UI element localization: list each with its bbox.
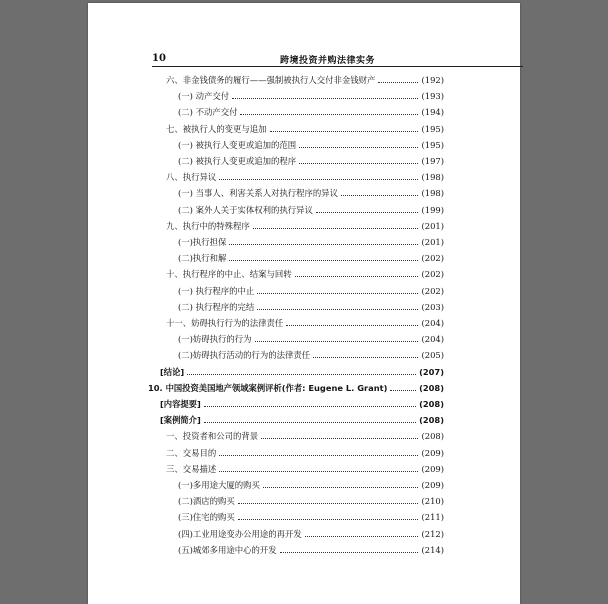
toc-leader-dots — [313, 357, 418, 358]
toc-entry — [166, 218, 444, 232]
toc-entry-page: (201) — [421, 237, 444, 247]
toc-entry-title: 七、被执行人的变更与追加 — [166, 123, 267, 134]
toc-entry — [166, 169, 444, 183]
toc-leader-dots — [270, 131, 419, 132]
toc-entry-page: (194) — [421, 107, 444, 118]
toc-entry-title: (二)酒店的购买 — [178, 496, 235, 507]
toc-entry-page: (208) — [421, 431, 444, 442]
toc-entry-page: (209) — [421, 463, 444, 474]
toc-entry-title: (一)多用途大厦的购买 — [178, 480, 260, 490]
toc-leader-dots — [219, 179, 418, 180]
toc-entry-page: (201) — [421, 220, 444, 231]
toc-entry-title: (二)执行和解 — [178, 253, 227, 264]
toc-leader-dots — [253, 228, 419, 229]
toc-entry-page: (207) — [419, 366, 444, 377]
toc-entry — [160, 412, 444, 426]
toc-entry-page: (198) — [421, 172, 444, 183]
toc-entry — [178, 526, 444, 540]
toc-leader-dots — [390, 390, 416, 391]
table-of-contents — [88, 3, 520, 604]
toc-entry-title: [案例简介] — [160, 415, 201, 426]
toc-leader-dots — [204, 406, 416, 407]
toc-entry-page: (203) — [421, 301, 444, 312]
toc-entry-title: (一) 执行程序的中止 — [178, 285, 255, 296]
toc-leader-dots — [240, 114, 418, 115]
toc-leader-dots — [219, 455, 418, 456]
toc-entry — [178, 493, 444, 507]
toc-entry-title: (一)执行担保 — [178, 237, 227, 247]
toc-entry-title: 三、交易描述 — [166, 463, 217, 474]
toc-leader-dots — [341, 195, 419, 196]
toc-leader-dots — [257, 309, 418, 310]
toc-entry-page: (198) — [421, 188, 444, 199]
toc-entry-page: (204) — [421, 318, 444, 328]
toc-entry — [160, 364, 444, 378]
toc-entry-page: (208) — [419, 382, 444, 393]
toc-entry — [148, 380, 444, 394]
toc-entry — [178, 202, 444, 216]
toc-entry-page: (202) — [421, 285, 444, 296]
toc-entry — [166, 72, 444, 86]
toc-entry-title: 10. 中国投资美国地产领域案例评析(作者: Eugene L. Grant) — [148, 382, 388, 393]
toc-leader-dots — [219, 471, 418, 472]
toc-entry-page: (204) — [421, 334, 444, 345]
toc-entry-page: (209) — [421, 447, 444, 458]
toc-entry — [178, 137, 444, 151]
toc-leader-dots — [286, 325, 418, 326]
toc-entry-page: (202) — [421, 253, 444, 264]
toc-entry-title: (二) 不动产交付 — [178, 107, 238, 118]
toc-leader-dots — [261, 438, 418, 439]
toc-entry-page: (211) — [421, 512, 444, 523]
toc-entry — [178, 250, 444, 264]
toc-entry — [178, 104, 444, 118]
toc-entry-title: (三)住宅的购买 — [178, 512, 235, 523]
toc-entry — [178, 542, 444, 556]
toc-entry-page: (199) — [421, 204, 444, 215]
toc-entry — [160, 396, 444, 410]
toc-entry-title: 十一、妨碍执行行为的法律责任 — [166, 318, 284, 328]
toc-entry-page: (208) — [419, 415, 444, 426]
page-number: 10 — [152, 53, 166, 64]
toc-entry — [178, 509, 444, 523]
toc-leader-dots — [238, 503, 419, 504]
toc-entry-title: 十、执行程序的中止、结案与回转 — [166, 269, 292, 280]
toc-entry-title: [内容提要] — [160, 399, 201, 409]
toc-entry — [166, 121, 444, 135]
toc-leader-dots — [229, 260, 418, 261]
toc-entry — [166, 315, 444, 329]
toc-entry — [178, 283, 444, 297]
toc-leader-dots — [280, 552, 419, 553]
toc-entry-page: (205) — [421, 350, 444, 361]
toc-entry-title: (一) 当事人、利害关系人对执行程序的异议 — [178, 188, 338, 199]
toc-entry-title: (五)城郊多用途中心的开发 — [178, 544, 277, 555]
toc-entry-page: (195) — [421, 139, 444, 150]
toc-entry-page: (192) — [421, 75, 444, 85]
toc-entry-page: (210) — [421, 496, 444, 507]
toc-entry — [178, 331, 444, 345]
toc-entry-title: (二)妨碍执行活动的行为的法律责任 — [178, 350, 311, 361]
toc-leader-dots — [229, 244, 418, 245]
toc-entry — [178, 185, 444, 199]
toc-leader-dots — [295, 276, 419, 277]
toc-leader-dots — [232, 98, 418, 99]
toc-entry-title: 一、投资者和公司的背景 — [166, 431, 259, 442]
toc-leader-dots — [187, 374, 416, 375]
toc-entry — [178, 88, 444, 102]
toc-leader-dots — [257, 293, 418, 294]
toc-leader-dots — [238, 519, 419, 520]
toc-entry-page: (212) — [421, 528, 444, 539]
toc-leader-dots — [299, 163, 418, 164]
toc-entry-title: (四)工业用途变办公用途的再开发 — [178, 528, 302, 539]
toc-entry-title: (二) 执行程序的完结 — [178, 301, 255, 312]
document-page — [88, 3, 520, 604]
toc-entry-title: (二) 案外人关于实体权利的执行异议 — [178, 204, 313, 215]
toc-entry-title: 六、非金钱债务的履行——强制被执行人交付非金钱财产 — [166, 75, 376, 85]
toc-entry-page: (195) — [421, 123, 444, 134]
toc-entry — [178, 477, 444, 491]
toc-entry — [166, 445, 444, 459]
toc-entry-page: (209) — [421, 480, 444, 490]
toc-entry — [178, 153, 444, 167]
toc-entry-page: (197) — [421, 156, 444, 166]
toc-leader-dots — [263, 487, 419, 488]
toc-entry — [178, 299, 444, 313]
toc-leader-dots — [378, 82, 418, 83]
toc-entry — [178, 347, 444, 361]
toc-entry — [178, 234, 444, 248]
toc-entry-title: 八、执行异议 — [166, 172, 217, 183]
toc-entry-title: [结论] — [160, 366, 185, 377]
toc-entry-title: (一) 动产交付 — [178, 91, 230, 102]
toc-leader-dots — [255, 341, 419, 342]
toc-leader-dots — [204, 422, 416, 423]
book-title: 跨境投资并购法律实务 — [280, 56, 376, 66]
toc-entry-title: (一)妨碍执行的行为 — [178, 334, 252, 345]
toc-entry-page: (208) — [419, 399, 444, 409]
toc-entry-title: 二、交易目的 — [166, 447, 217, 458]
toc-entry — [166, 266, 444, 280]
toc-entry-title: 九、执行中的特殊程序 — [166, 220, 250, 231]
toc-leader-dots — [305, 536, 419, 537]
toc-entry-page: (193) — [421, 91, 444, 102]
toc-entry-title: (一) 被执行人变更或追加的范围 — [178, 139, 297, 150]
toc-entry-page: (202) — [421, 269, 444, 280]
toc-entry — [166, 428, 444, 442]
toc-leader-dots — [316, 212, 419, 213]
toc-leader-dots — [299, 147, 418, 148]
toc-entry-title: (二) 被执行人变更或追加的程序 — [178, 156, 297, 166]
toc-entry — [166, 461, 444, 475]
toc-entry-page: (214) — [421, 544, 444, 555]
